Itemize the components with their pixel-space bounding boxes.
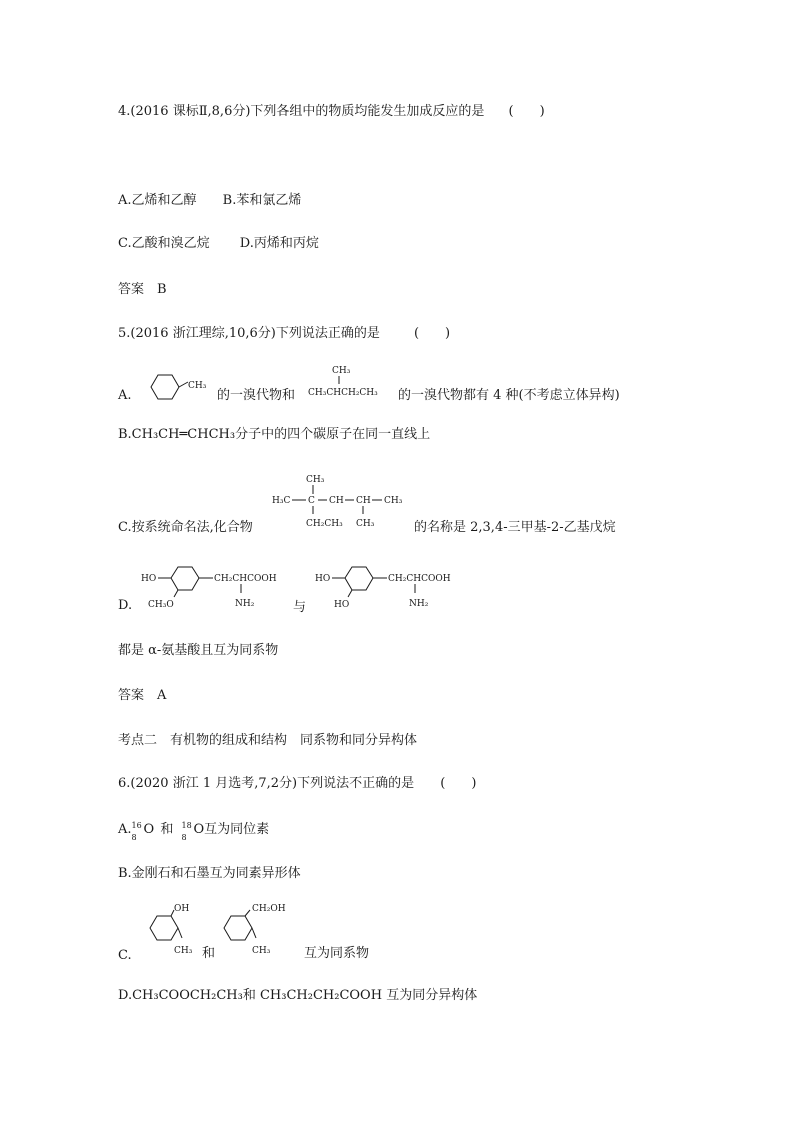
q5-stem-line <box>118 326 450 342</box>
q5d-m1-chain: CH₂CHCOOH <box>214 574 277 584</box>
q6c-cresol <box>140 898 210 962</box>
q4-option-a: A.乙烯和乙醇 <box>118 193 197 208</box>
q5c-c: C <box>308 496 315 506</box>
q6c-m1-me: CH₃ <box>174 946 193 956</box>
q4-option-c: C.乙酸和溴乙烷 <box>118 236 210 251</box>
isopentane-branch-ch3: CH₃ <box>332 366 351 376</box>
q4-option-d: D.丙烯和丙烷 <box>239 236 319 251</box>
q6-option-a-end: 互为同位素 <box>204 822 270 837</box>
q6-isotope-1-numbers <box>131 821 144 842</box>
q4-option-b: B.苯和氯乙烯 <box>222 193 302 208</box>
q5d-molecule-2 <box>312 560 462 616</box>
q6-option-a-label: A. <box>118 822 132 837</box>
q6-z-1: 8 <box>131 833 137 842</box>
q5d-m2-oh-bond <box>348 590 352 597</box>
q6c-m2-me: CH₃ <box>252 946 271 956</box>
q6c-m2-ring <box>224 916 252 940</box>
q5-stem: 5.(2016 浙江理综,10,6分)下列说法正确的是 <box>118 326 380 341</box>
q6c-m1-me-bond <box>178 928 182 938</box>
q4-stem: 4.(2016 课标Ⅱ,8,6分)下列各组中的物质均能发生加成反应的是 <box>118 104 485 119</box>
q5d-m1-och3-bond <box>174 590 178 597</box>
q6-option-a <box>118 821 270 842</box>
isopentane-chain: CH₃CHCH₂CH₃ <box>308 388 378 398</box>
q6-option-b: B.金刚石和石墨互为同素异形体 <box>118 866 301 881</box>
q6c-m1-oh: OH <box>174 904 190 914</box>
q6-option-c-end: 互为同系物 <box>304 946 370 961</box>
q4-answer: 答案 B <box>118 282 167 297</box>
q6c-benzyl-alcohol <box>218 898 308 962</box>
q5d-m1-nh2: NH₂ <box>235 599 255 609</box>
q5-option-d-label: D. <box>118 598 133 613</box>
q6-z-2: 8 <box>181 833 187 842</box>
q6c-m2-ch2oh: CH₂OH <box>252 904 286 914</box>
q6-oxygen-2: O <box>193 822 205 837</box>
q5c-structure <box>272 470 414 532</box>
q6-mass-2: 18 <box>181 821 192 830</box>
q6-stem: 6.(2020 浙江 1 月选考,7,2分)下列说法不正确的是 <box>118 776 415 791</box>
q5c-bot-ethyl: CH₂CH₃ <box>306 519 343 529</box>
q4-options-cd <box>118 236 319 252</box>
q5-answer-paren: ( ) <box>413 326 451 341</box>
q6-oxygen-1: O <box>143 822 155 837</box>
q5c-ch-2: CH <box>356 496 371 506</box>
isopentane-structure <box>306 362 402 400</box>
q6c-m2-me-bond <box>252 928 256 938</box>
q5d-m2-chain: CH₂CHCOOH <box>388 574 451 584</box>
q5c-ch: CH <box>329 496 344 506</box>
q5-option-a-label: A. <box>118 388 132 403</box>
q6-option-d: D.CH₃COOCH₂CH₃和 CH₃CH₂CH₂COOH 互为同分异构体 <box>118 988 478 1003</box>
q5-option-c-label: C.按系统命名法,化合物 <box>118 520 253 535</box>
q4-stem-line <box>118 104 545 120</box>
q6-mass-1: 16 <box>131 821 142 830</box>
q5d-m2-nh2: NH₂ <box>409 599 429 609</box>
benzene-ring <box>151 375 179 399</box>
q6c-m2-oh-bond <box>245 910 250 916</box>
q6-answer-paren: ( ) <box>440 776 477 791</box>
q6-option-c-and: 和 <box>202 946 216 961</box>
toluene-structure <box>138 368 218 404</box>
q4-answer-paren: ( ) <box>508 104 545 119</box>
q4-options-ab <box>118 193 301 209</box>
toluene-methyl: CH₃ <box>188 381 207 391</box>
q5-option-c-end: 的名称是 2,3,4-三甲基-2-乙基戊烷 <box>414 520 616 535</box>
section-heading: 考点二 有机物的组成和结构 同系物和同分异构体 <box>118 733 418 748</box>
q5-option-b: B.CH₃CH═CHCH₃分子中的四个碳原子在同一直线上 <box>118 427 431 442</box>
q5c-right-ch3: CH₃ <box>384 496 403 506</box>
methyl-bond <box>179 382 188 387</box>
q5d-m2-oh: HO <box>334 600 350 610</box>
q5d-m1-ring <box>171 567 199 590</box>
q5c-top-ch3: CH₃ <box>306 475 325 485</box>
q5d-m1-och3: CH₃O <box>148 600 174 610</box>
q6c-m1-ring <box>150 916 178 940</box>
q6-option-a-and: 和 <box>160 822 174 837</box>
q5c-left-h3c: H₃C <box>272 496 291 506</box>
q5c-bot-ch3: CH₃ <box>356 519 375 529</box>
q5-option-a-end: 的一溴代物都有 4 种(不考虑立体异构) <box>398 388 620 403</box>
q5d-molecule-1 <box>138 560 288 616</box>
q5-answer: 答案 A <box>118 688 167 703</box>
q5d-m1-ho: HO <box>141 574 157 584</box>
q6-isotope-2-numbers <box>181 821 194 842</box>
q6-stem-line <box>118 776 476 792</box>
q5-option-a-mid: 的一溴代物和 <box>217 388 296 403</box>
q6-option-c-label: C. <box>118 948 132 963</box>
q5d-m2-ring <box>345 567 373 590</box>
q5-option-d-end: 都是 α-氨基酸且互为同系物 <box>118 643 279 658</box>
q5d-m2-ho: HO <box>315 574 331 584</box>
q5-option-d-and: 与 <box>293 600 307 615</box>
